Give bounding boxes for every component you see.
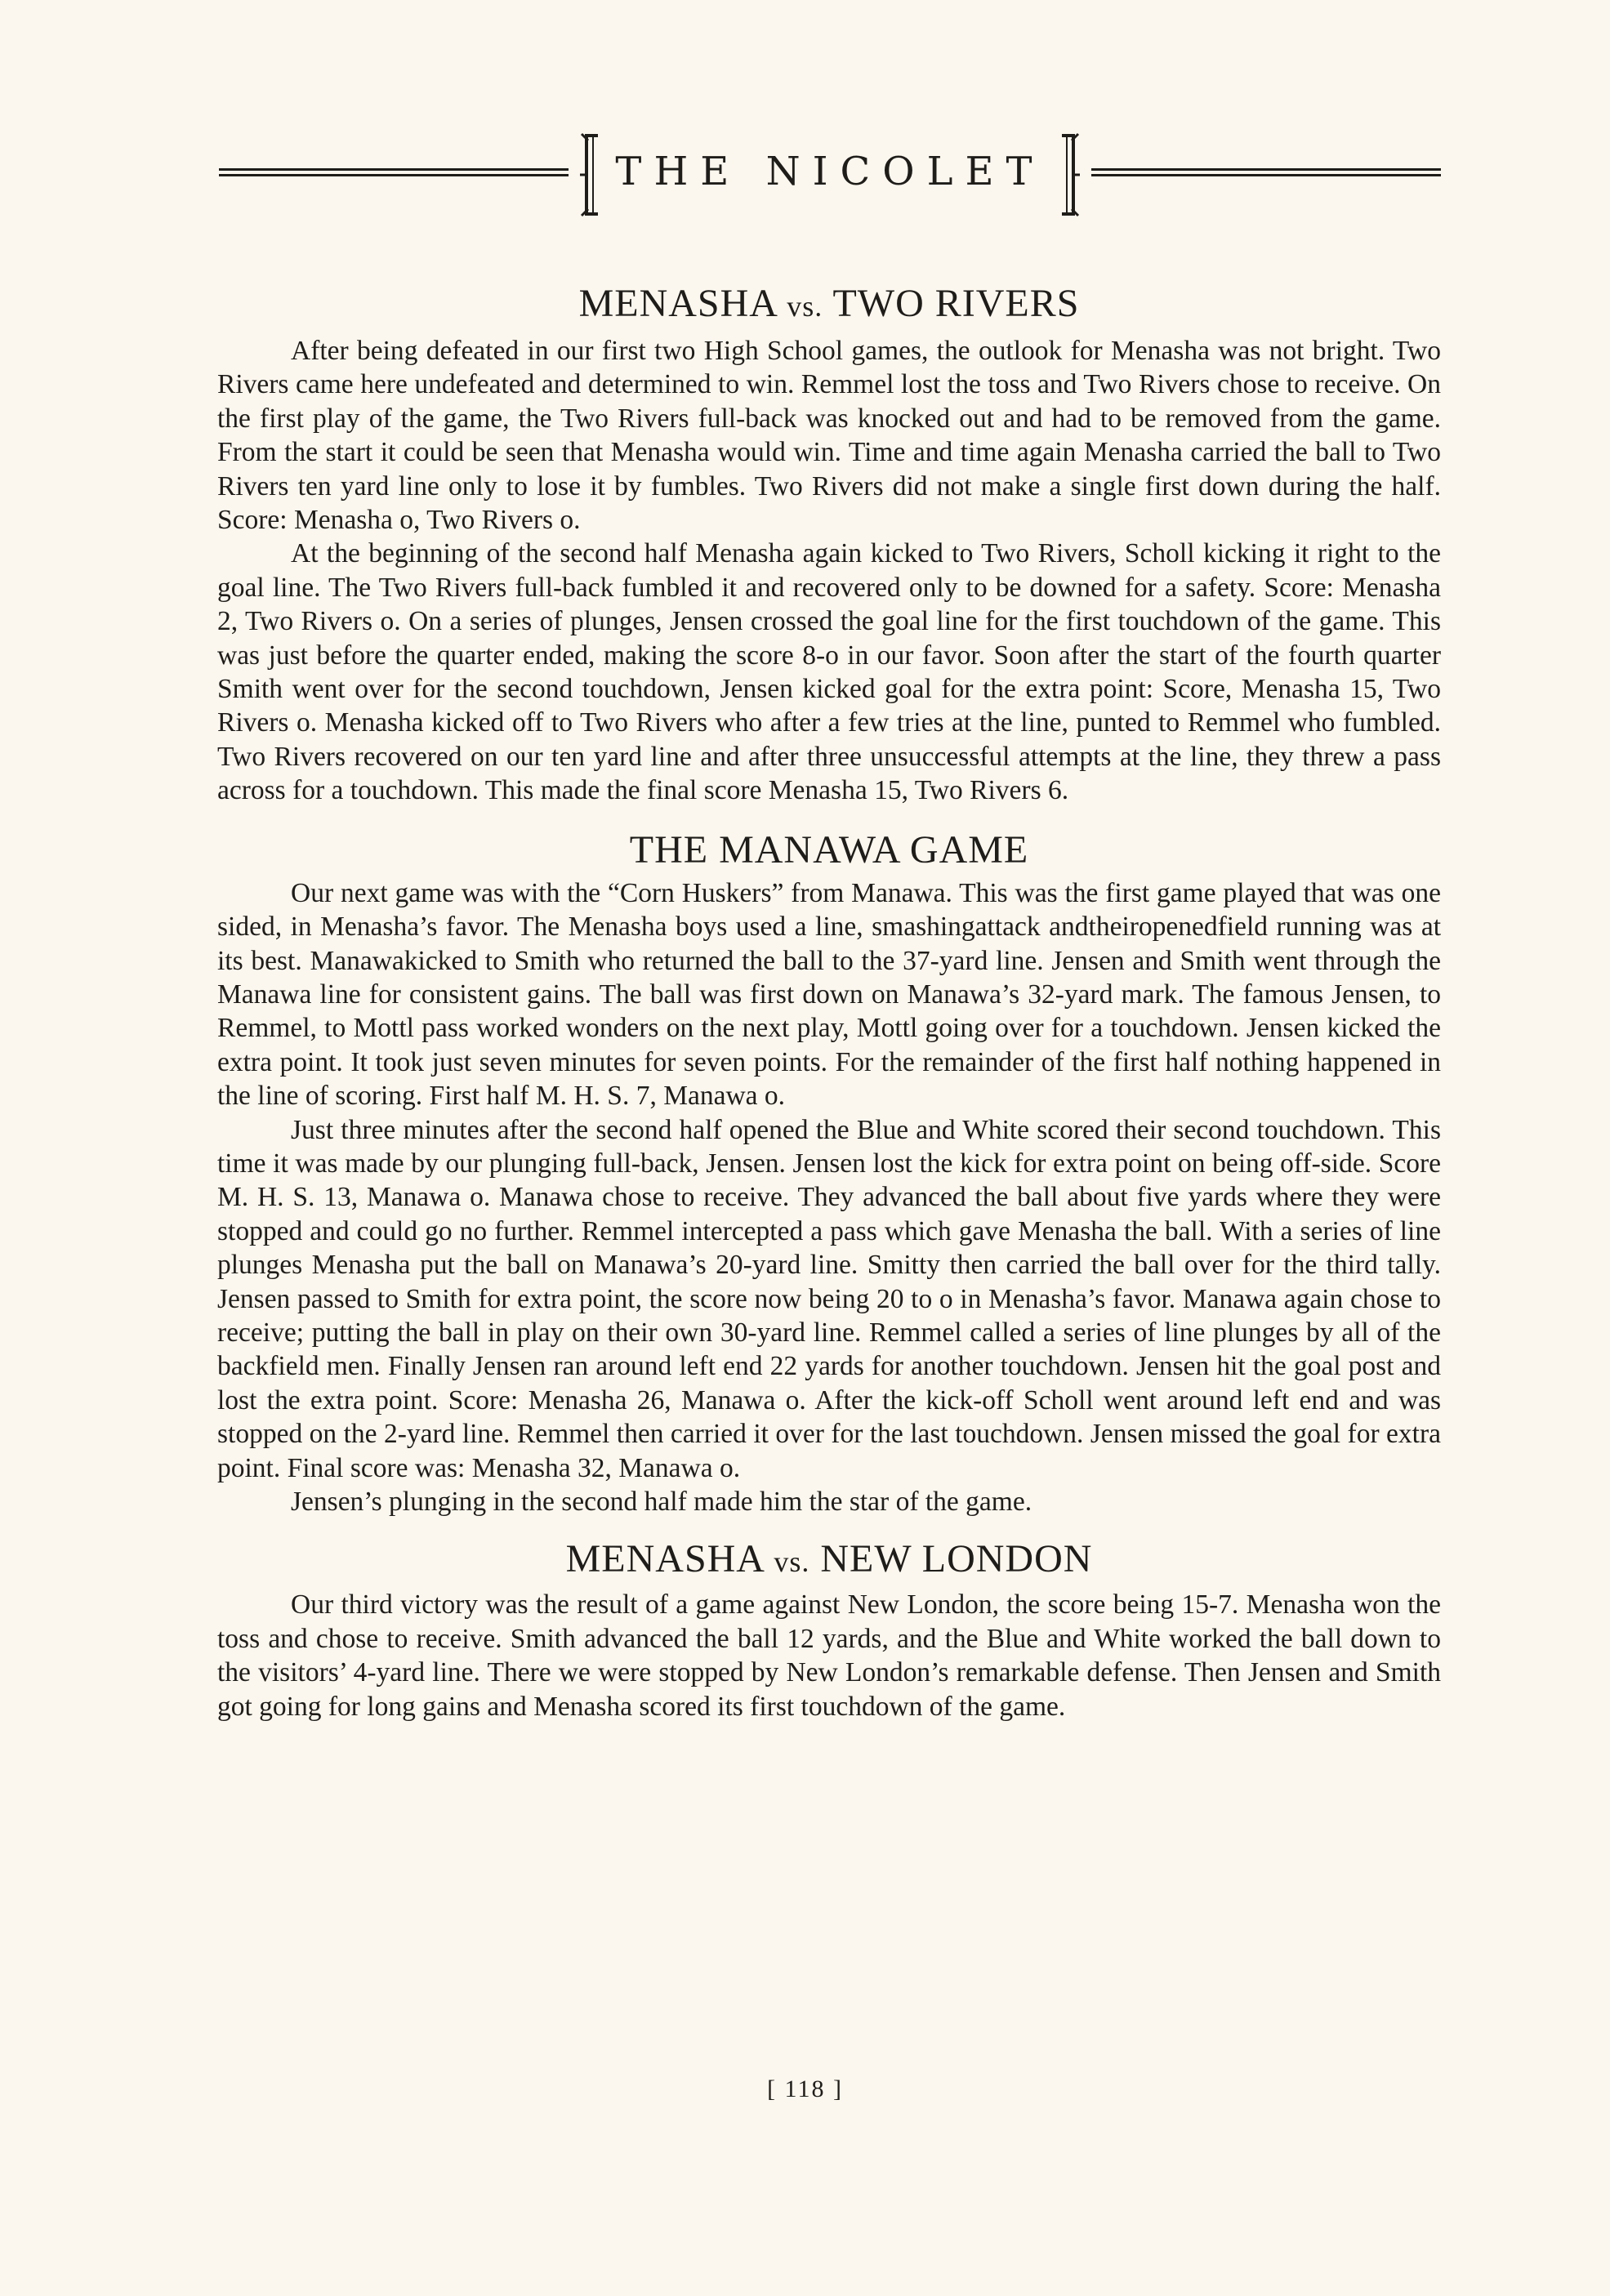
page-title: THE NICOLET bbox=[615, 149, 1045, 194]
page-number: [ 118 ] bbox=[767, 2075, 843, 2102]
header-rule-right bbox=[1091, 168, 1441, 176]
paragraph: Our third victory was the result of a game against New London, the score being 15-7. Menasha won the toss and chose to receive. Smith advanced the ball 12 yards, and the Blue and White worked the ball down to the visitors’ 4-yard line. There we were stopped by New London’s remarkable defense. Then Jensen and Smith got going for long gains and Menasha scored its first touchdown of the game. bbox=[217, 1589, 1441, 1722]
paragraph: Our next game was with the “Corn Huskers” from Manawa. This was the first game played that was one sided, in Menasha’s favor. The Menasha boys used a line, smashingattack andtheiropenedfield running was at its best. Manawakicked to Smith who returned the ball to the 37-yard line. Jensen and Smith went through the Manawa line for consistent gains. The ball was first down on Manawa’s 32-yard mark. The famous Jensen, to Remmel, to Mottl pass worked wonders on the next play, Mottl going over for a touchdown. Jensen kicked the extra point. It took just seven minutes for seven points. For the remainder of the first half nothing happened in the line of scoring. First half M. H. S. 7, Manawa o. bbox=[217, 877, 1441, 1112]
paragraph: At the beginning of the second half Menasha again kicked to Two Rivers, Scholl kicking it right to the goal line. The Two Rivers full-back fumbled it and recovered only to be downed for a safety. Score: Menasha 2, Two Rivers o. On a series of plunges, Jensen crossed the goal line for the first touchdown of the game. This was just before the quarter ended, making the score 8-o in our favor. Soon after the start of the fourth quarter Smith went over for the second touchdown, Jensen kicked goal for the extra point: Score, Menasha 15, Two Rivers o. Menasha kicked off to Two Rivers who after a few tries at the line, punted to Remmel who fumbled. Two Rivers recovered on our ten yard line and after three unsuccessful attempts at the line, they threw a pass across for a touchdown. This made the final score Menasha 15, Two Rivers 6. bbox=[217, 538, 1441, 806]
paragraph: Jensen’s plunging in the second half made him the star of the game. bbox=[291, 1487, 1032, 1517]
section-heading: MENASHA vs. NEW LONDON bbox=[565, 1537, 1093, 1581]
right-bracket-icon bbox=[1055, 132, 1083, 217]
section-heading: THE MANAWA GAME bbox=[629, 827, 1029, 872]
paragraph: Just three minutes after the second half opened the Blue and White scored their second touchdown. This time it was made by our plunging full-back, Jensen. Jensen lost the kick for extra point on being off-side. Score M. H. S. 13, Manawa o. Manawa chose to receive. They advanced the ball about five yards where they were stopped and could go no further. Remmel intercepted a pass which gave Menasha the ball. With a series of line plunges Menasha put the ball on Manawa’s 20-yard line. Smitty then carried the ball over for the third tally. Jensen passed to Smith for extra point, the score now being 20 to o in Menasha’s favor. Manawa again chose to receive; putting the ball in play on their own 30-yard line. Remmel called a series of line plunges by all of the backfield men. Finally Jensen ran around left end 22 yards for another touchdown. Jensen hit the goal post and lost the extra point. Score: Menasha 26, Manawa o. After the kick-off Scholl went around left end and was stopped on the 2-yard line. Remmel then carried it over for the last touchdown. Jensen missed the goal for extra point. Final score was: Menasha 32, Manawa o. bbox=[217, 1114, 1441, 1483]
paragraph: After being defeated in our first two High School games, the outlook for Menasha was not bright. Two Rivers came here undefeated and determined to win. Remmel lost the toss and Two Rivers chose to receive. On the first play of the game, the Two Rivers full-back was knocked out and had to be removed from the game. From the start it could be seen that Menasha would win. Time and time again Menasha carried the ball to Two Rivers ten yard line only to lose it by fumbles. Two Rivers did not make a single first down during the half. Score: Menasha o, Two Rivers o. bbox=[217, 336, 1441, 536]
header-rule-left bbox=[219, 168, 569, 176]
left-bracket-icon bbox=[577, 132, 604, 217]
section-heading: MENASHA vs. TWO RIVERS bbox=[578, 282, 1080, 325]
header-banner bbox=[219, 124, 1441, 222]
article-body bbox=[217, 278, 1441, 1723]
